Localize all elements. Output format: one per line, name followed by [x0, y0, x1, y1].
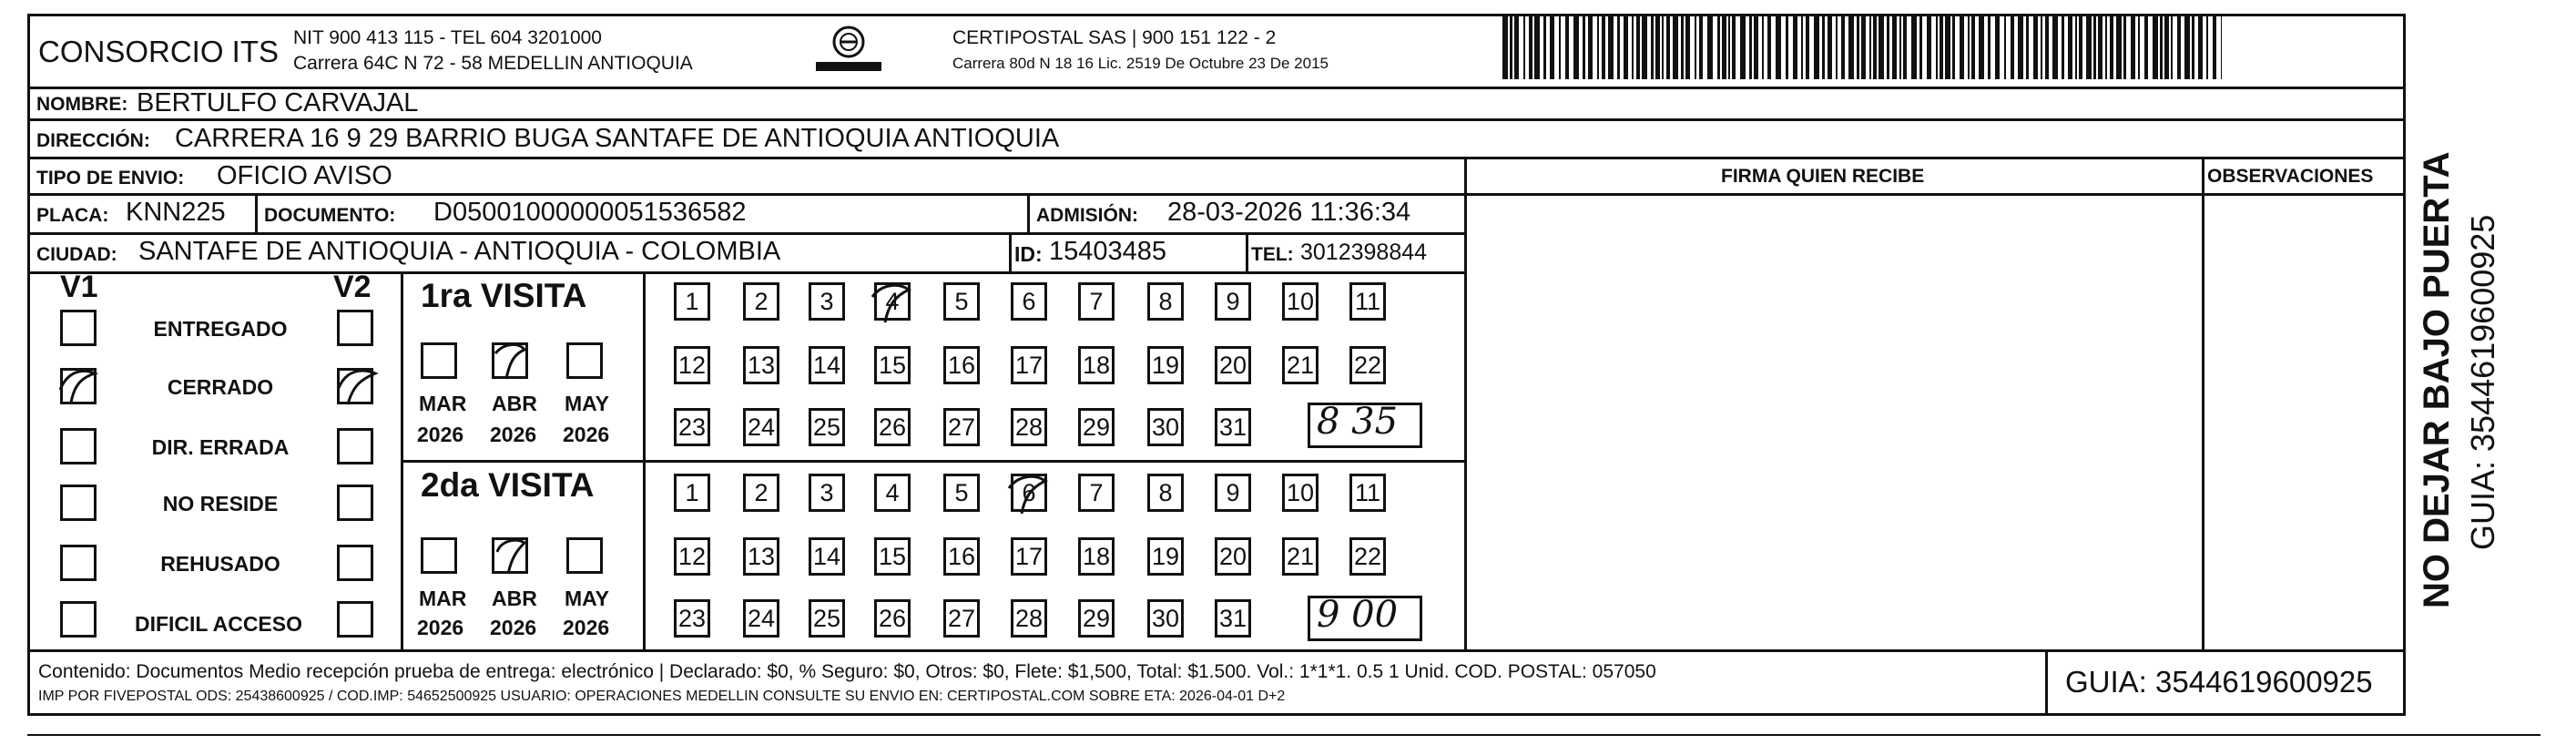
visit1-day-17[interactable]: 17 — [1011, 346, 1047, 384]
visit1-day-9[interactable]: 9 — [1215, 282, 1251, 321]
visit1-year-abr: 2026 — [490, 423, 537, 446]
v2-header: V2 — [333, 270, 372, 304]
visit2-day-10[interactable]: 10 — [1282, 474, 1319, 512]
visit2-day-23[interactable]: 23 — [674, 599, 710, 638]
status-label-cerrado: CERRADO — [167, 375, 274, 399]
status-label-dir-errada: DIR. ERRADA — [151, 435, 290, 459]
visit2-year-abr: 2026 — [490, 616, 537, 639]
visit2-day-mark — [1003, 468, 1054, 519]
v1-header: V1 — [60, 270, 98, 304]
visit2-day-31[interactable]: 31 — [1215, 599, 1251, 638]
v1-checkbox-entregado[interactable] — [60, 310, 97, 346]
visit1-day-7[interactable]: 7 — [1078, 282, 1115, 321]
footer-contenido: Contenido: Documentos Medio recepción prueba de entrega: electrónico | Declarado: $0, % Seguro: $0, Otros: $0, Flete: $1,500, Total: $1.500. Vol.: 1*1*1. 0.5 1 Unid. COD. POSTAL: 057050 — [38, 661, 1656, 682]
visit1-month-may: MAY — [565, 392, 609, 415]
visit2-day-5[interactable]: 5 — [943, 474, 980, 512]
placa-label: PLACA: — [36, 205, 109, 226]
visit1-day-6[interactable]: 6 — [1011, 282, 1047, 321]
visit2-day-30[interactable]: 30 — [1147, 599, 1184, 638]
visit2-day-21[interactable]: 21 — [1282, 537, 1319, 576]
visit2-month-may-checkbox[interactable] — [566, 537, 603, 574]
visit1-day-23[interactable]: 23 — [674, 408, 710, 446]
tel-label: TEL: — [1251, 244, 1294, 265]
documento-label: DOCUMENTO: — [264, 205, 396, 226]
v2-checkbox-no-reside[interactable] — [337, 485, 373, 521]
footer-imp: IMP POR FIVEPOSTAL ODS: 25438600925 / COD.IMP: 54652500925 USUARIO: OPERACIONES MEDELLIN CONSULTE SU ENVIO EN: CERTIPOSTAL.COM SOBRE ETA: 2026-04-01 D+2 — [38, 689, 1286, 704]
visit1-day-16[interactable]: 16 — [943, 346, 980, 384]
visit1-day-30[interactable]: 30 — [1147, 408, 1184, 446]
certipostal-logo — [812, 24, 885, 75]
barcode — [1502, 14, 2227, 79]
visit1-month-abr-checkbox[interactable] — [492, 342, 528, 379]
visit1-day-11[interactable]: 11 — [1349, 282, 1386, 321]
visit1-day-19[interactable]: 19 — [1147, 346, 1184, 384]
v2-checkbox-dir-errada[interactable] — [337, 428, 373, 464]
visit1-day-10[interactable]: 10 — [1282, 282, 1319, 321]
visit1-month-may-checkbox[interactable] — [566, 342, 603, 379]
visit2-day-22[interactable]: 22 — [1349, 537, 1386, 576]
observaciones-header: OBSERVACIONES — [2207, 166, 2374, 187]
id-value: 15403485 — [1049, 237, 1167, 266]
visit1-day-1[interactable]: 1 — [674, 282, 710, 321]
visit1-day-27[interactable]: 27 — [943, 408, 980, 446]
visit2-day-26[interactable]: 26 — [874, 599, 911, 638]
visit2-day-16[interactable]: 16 — [943, 537, 980, 576]
postal-company: CERTIPOSTAL SAS | 900 151 122 - 2 — [952, 27, 1277, 48]
company-address: Carrera 64C N 72 - 58 MEDELLIN ANTIOQUIA — [293, 53, 693, 74]
ciudad-label: CIUDAD: — [36, 244, 117, 265]
nombre-label: NOMBRE: — [36, 94, 128, 115]
visit2-day-17[interactable]: 17 — [1011, 537, 1047, 576]
visit2-day-2[interactable]: 2 — [743, 474, 779, 512]
nombre-value: BERTULFO CARVAJAL — [137, 88, 419, 117]
visit1-day-21[interactable]: 21 — [1282, 346, 1319, 384]
id-label: ID: — [1014, 242, 1043, 266]
admision-label: ADMISIÓN: — [1036, 205, 1138, 226]
visit1-day-28[interactable]: 28 — [1011, 408, 1047, 446]
status-label-dificil-acceso: DIFICIL ACCESO — [134, 612, 302, 636]
ciudad-value: SANTAFE DE ANTIOQUIA - ANTIOQUIA - COLOMBIA — [138, 237, 781, 266]
postal-license: Carrera 80d N 18 16 Lic. 2519 De Octubre 23 De 2015 — [952, 55, 1329, 72]
visit2-time: 9 00 — [1317, 594, 1399, 636]
visit1-title: 1ra VISITA — [421, 277, 587, 314]
v1-checkbox-dir-errada[interactable] — [60, 428, 97, 464]
direccion-value: CARRERA 16 9 29 BARRIO BUGA SANTAFE DE ANTIOQUIA ANTIOQUIA — [175, 124, 1060, 153]
v2-checkbox-entregado[interactable] — [337, 310, 373, 346]
visit1-day-5[interactable]: 5 — [943, 282, 980, 321]
visit2-month-abr-checkbox[interactable] — [492, 537, 528, 574]
visit2-day-13[interactable]: 13 — [743, 537, 779, 576]
visit1-day-2[interactable]: 2 — [743, 282, 779, 321]
visit2-day-3[interactable]: 3 — [809, 474, 845, 512]
visit2-day-25[interactable]: 25 — [809, 599, 845, 638]
visit2-year-mar: 2026 — [417, 616, 464, 639]
visit2-day-28[interactable]: 28 — [1011, 599, 1047, 638]
v1-checkbox-rehusado[interactable] — [60, 545, 97, 581]
direccion-label: DIRECCIÓN: — [36, 130, 150, 151]
visit1-day-3[interactable]: 3 — [809, 282, 845, 321]
firma-header: FIRMA QUIEN RECIBE — [1721, 166, 1925, 187]
side-warning: NO DEJAR BAJO PUERTA — [2417, 151, 2457, 608]
v1-checkbox-no-reside[interactable] — [60, 485, 97, 521]
visit1-day-26[interactable]: 26 — [874, 408, 911, 446]
v2-checkbox-dificil-acceso[interactable] — [337, 601, 373, 638]
visit2-day-7[interactable]: 7 — [1078, 474, 1115, 512]
visit1-month-mar-checkbox[interactable] — [421, 342, 457, 379]
status-label-rehusado: REHUSADO — [160, 552, 280, 576]
placa-value: KNN225 — [126, 198, 226, 227]
visit2-day-24[interactable]: 24 — [743, 599, 779, 638]
visit1-year-mar: 2026 — [417, 423, 464, 446]
visit1-day-29[interactable]: 29 — [1078, 408, 1115, 446]
v2-checkbox-rehusado[interactable] — [337, 545, 373, 581]
visit2-day-18[interactable]: 18 — [1078, 537, 1115, 576]
visit2-day-12[interactable]: 12 — [674, 537, 710, 576]
visit1-day-24[interactable]: 24 — [743, 408, 779, 446]
visit2-day-15[interactable]: 15 — [874, 537, 911, 576]
tipo-envio-value: OFICIO AVISO — [217, 161, 392, 190]
visit1-day-15[interactable]: 15 — [874, 346, 911, 384]
admision-value: 28-03-2026 11:36:34 — [1167, 198, 1411, 227]
visit1-time: 8 35 — [1317, 401, 1399, 443]
visit1-day-12[interactable]: 12 — [674, 346, 710, 384]
visit1-day-22[interactable]: 22 — [1349, 346, 1386, 384]
visit2-day-4[interactable]: 4 — [874, 474, 911, 512]
v1-checkbox-cerrado[interactable] — [60, 368, 97, 404]
visit1-day-31[interactable]: 31 — [1215, 408, 1251, 446]
visit1-day-mark — [867, 277, 918, 328]
v2-checkbox-cerrado[interactable] — [337, 368, 373, 404]
visit2-month-may: MAY — [565, 587, 609, 610]
visit2-year-may: 2026 — [563, 616, 610, 639]
company-nit: NIT 900 413 115 - TEL 604 3201000 — [293, 27, 602, 48]
visit1-month-mar: MAR — [419, 392, 467, 415]
visit2-month-mar-checkbox[interactable] — [421, 537, 457, 574]
visit2-day-19[interactable]: 19 — [1147, 537, 1184, 576]
visit2-day-1[interactable]: 1 — [674, 474, 710, 512]
visit2-day-8[interactable]: 8 — [1147, 474, 1184, 512]
visit2-day-11[interactable]: 11 — [1349, 474, 1386, 512]
visit1-day-20[interactable]: 20 — [1215, 346, 1251, 384]
visit2-title: 2da VISITA — [421, 466, 595, 504]
v1-checkbox-dificil-acceso[interactable] — [60, 601, 97, 638]
status-label-entregado: ENTREGADO — [153, 317, 288, 341]
tel-value: 3012398844 — [1300, 240, 1428, 265]
visit2-day-20[interactable]: 20 — [1215, 537, 1251, 576]
footer-guia: GUIA: 3544619600925 — [2065, 665, 2373, 699]
company-name: CONSORCIO ITS — [38, 35, 280, 68]
status-label-no-reside: NO RESIDE — [162, 492, 279, 515]
tipo-envio-label: TIPO DE ENVIO: — [36, 168, 185, 189]
visit1-day-4[interactable]: 4 — [874, 282, 911, 321]
visit1-day-13[interactable]: 13 — [743, 346, 779, 384]
visit2-day-9[interactable]: 9 — [1215, 474, 1251, 512]
visit1-day-14[interactable]: 14 — [809, 346, 845, 384]
visit2-month-abr: ABR — [492, 587, 537, 610]
side-guia: GUIA: 3544619600925 — [2464, 214, 2501, 550]
visit1-day-18[interactable]: 18 — [1078, 346, 1115, 384]
visit1-month-abr: ABR — [492, 392, 537, 415]
visit2-day-27[interactable]: 27 — [943, 599, 980, 638]
visit2-month-mar: MAR — [419, 587, 467, 610]
documento-value: D05001000000051536582 — [433, 198, 747, 227]
visit2-day-14[interactable]: 14 — [809, 537, 845, 576]
visit1-day-8[interactable]: 8 — [1147, 282, 1184, 321]
visit1-year-may: 2026 — [563, 423, 610, 446]
visit1-day-25[interactable]: 25 — [809, 408, 845, 446]
visit2-day-29[interactable]: 29 — [1078, 599, 1115, 638]
visit2-day-6[interactable]: 6 — [1011, 474, 1047, 512]
